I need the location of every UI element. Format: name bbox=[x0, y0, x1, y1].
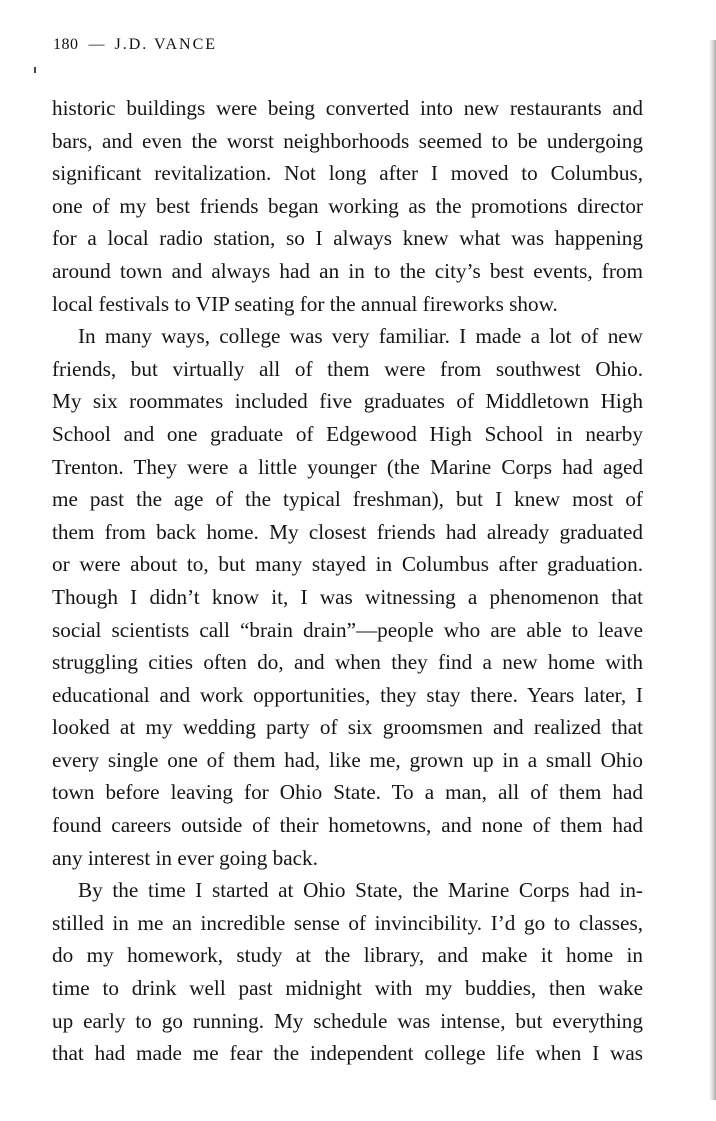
page-number: 180 bbox=[53, 36, 79, 53]
paragraph bbox=[52, 92, 643, 320]
text-line: In many ways, college was very familiar. I made a lot of new bbox=[78, 324, 643, 349]
text-line: My six roommates included five graduates of Middletown High bbox=[52, 389, 643, 414]
text-line: friends, but virtually all of them were from southwest Ohio. bbox=[52, 356, 643, 381]
text-line: time to drink well past midnight with my buddies, then wake bbox=[52, 976, 643, 1001]
text-line: looked at my wedding party of six groomsmen and realized that bbox=[52, 715, 643, 740]
text-line: town before leaving for Ohio State. To a man, all of them had bbox=[52, 780, 643, 805]
text-line: By the time I started at Ohio State, the Marine Corps had in- bbox=[78, 878, 643, 903]
page-gutter-shadow bbox=[709, 40, 716, 1100]
text-line: struggling cities often do, and when they find a new home with bbox=[52, 650, 643, 675]
text-line: one of my best friends began working as the promotions director bbox=[52, 193, 643, 218]
text-line: them from back home. My closest friends had already graduated bbox=[52, 519, 643, 544]
text-line: any interest in ever going back. bbox=[52, 845, 318, 870]
text-line: up early to go running. My schedule was intense, but everything bbox=[52, 1008, 643, 1033]
text-line: historic buildings were being converted into new restaurants and bbox=[52, 96, 643, 120]
text-line: Trenton. They were a little younger (the Marine Corps had aged bbox=[52, 454, 643, 479]
text-line: for a local radio station, so I always knew what was happening bbox=[52, 226, 643, 251]
running-title: J.D. VANCE bbox=[114, 36, 218, 53]
text-line: me past the age of the typical freshman), but I knew most of bbox=[52, 487, 643, 512]
text-line: Though I didn’t know it, I was witnessing a phenomenon that bbox=[52, 584, 643, 609]
text-line: around town and always had an in to the city’s best events, from bbox=[52, 258, 643, 283]
header-separator: — bbox=[88, 36, 105, 53]
text-line: School and one graduate of Edgewood High School in nearby bbox=[52, 421, 643, 446]
text-line: local festivals to VIP seating for the annual fireworks show. bbox=[52, 291, 558, 316]
text-line: educational and work opportunities, they stay there. Years later, I bbox=[52, 682, 643, 707]
body-text bbox=[52, 92, 643, 1070]
text-line: stilled in me an incredible sense of invincibility. I’d go to classes, bbox=[52, 910, 643, 935]
text-line: found careers outside of their hometowns, and none of them had bbox=[52, 813, 643, 838]
margin-mark bbox=[34, 67, 36, 73]
text-line: do my homework, study at the library, and make it home in bbox=[52, 943, 643, 968]
running-head bbox=[53, 36, 217, 54]
text-line: every single one of them had, like me, grown up in a small Ohio bbox=[52, 747, 643, 772]
text-line: significant revitalization. Not long after I moved to Columbus, bbox=[52, 161, 643, 186]
text-line: bars, and even the worst neighborhoods seemed to be undergoing bbox=[52, 128, 643, 153]
text-line: that had made me fear the independent college life when I was bbox=[52, 1041, 643, 1066]
text-line: social scientists call “brain drain”—people who are able to leave bbox=[52, 617, 643, 642]
text-line: or were about to, but many stayed in Columbus after graduation. bbox=[52, 552, 643, 577]
paragraph bbox=[52, 320, 643, 874]
paragraph bbox=[52, 874, 643, 1070]
